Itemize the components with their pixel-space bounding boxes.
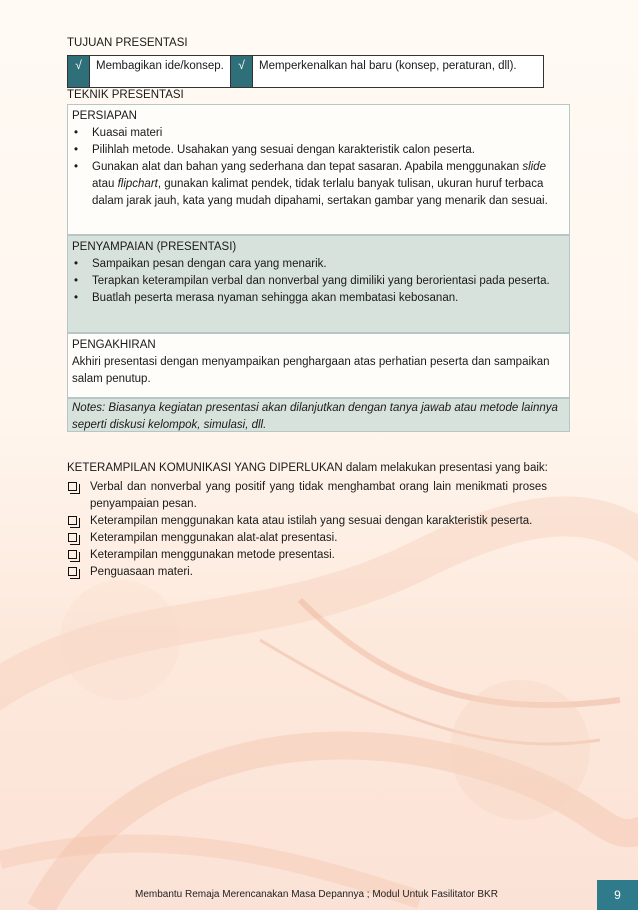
list-item-text: Verbal dan nonverbal yang positif yang tidak menghambat orang lain menikmati proses penyampaian pesan. [90,481,547,510]
persiapan-box [67,104,570,235]
checkbox-square-icon [68,516,77,525]
emphasis-text: flipchart [117,178,158,190]
list-item-text: Gunakan alat dan bahan yang sederhana dan tepat sasaran. Apabila menggunakan [92,161,523,173]
notes-text: Notes: Biasanya kegiatan presentasi akan dilanjutkan dengan tanya jawab atau metode lainnya seperti diskusi kelompok, simulasi, dll. [72,402,558,431]
list-item-text: Keterampilan menggunakan kata atau istilah yang sesuai dengan karakteristik peserta. [90,515,533,527]
emphasis-text: slide [522,161,546,173]
list-item [67,564,547,581]
penyampaian-box [67,235,570,333]
checkbox-square-icon [68,567,77,576]
list-item-text: Keterampilan menggunakan alat-alat presentasi. [90,532,338,544]
list-item-text: atau [92,178,118,190]
checkbox-square-icon [68,482,77,491]
persiapan-heading: PERSIAPAN [72,110,137,122]
list-item-text: Terapkan keterampilan verbal dan nonverbal yang dimiliki yang berorientasi pada peserta. [92,275,550,287]
list-item [72,256,565,273]
list-item [72,159,565,210]
pengakhiran-text: Akhiri presentasi dengan menyampaikan penghargaan atas perhatian peserta dan sampaikan salam penutup. [72,356,550,385]
penyampaian-list [72,256,565,307]
list-item-text: Pilihlah metode. Usahakan yang sesuai dengan karakteristik calon peserta. [92,144,475,156]
bullet-icon: • [74,161,79,173]
list-item [72,273,565,290]
teknik-title: TEKNIK PRESENTASI [67,89,184,101]
bullet-icon: • [74,258,79,270]
pengakhiran-box [67,333,570,398]
bullet-icon: • [74,275,79,287]
footer-text: Membantu Remaja Merencanakan Masa Depannya ; Modul Untuk Fasilitator BKR [135,889,498,900]
list-item [72,125,565,142]
keterampilan-list [67,479,547,581]
tujuan-option-1: Membagikan ide/konsep. [90,56,231,87]
list-item [67,547,547,564]
keterampilan-intro: KETERAMPILAN KOMUNIKASI YANG DIPERLUKAN dalam melakukan presentasi yang baik: [67,462,548,474]
pengakhiran-heading: PENGAKHIRAN [72,339,156,351]
list-item-text: Penguasaan materi. [90,566,193,578]
list-item [67,530,547,547]
notes-box [67,398,570,432]
persiapan-list [72,125,565,210]
bullet-icon: • [74,127,79,139]
list-item-text: , gunakan kalimat pendek, tidak terlalu banyak tulisan, ukuran huruf terbaca dalam jarak jauh, kata yang mudah dipahami, sertakan gambar yang menarik dan sesuai. [92,178,548,207]
list-item [67,479,547,513]
page-number: 9 [597,880,638,910]
checkbox-square-icon [68,550,77,559]
list-item-text: Buatlah peserta merasa nyaman sehingga akan membatasi kebosanan. [92,292,459,304]
bullet-icon: • [74,292,79,304]
tujuan-option-2: Memperkenalkan hal baru (konsep, peraturan, dll). [259,60,517,72]
bullet-icon: • [74,144,79,156]
list-item [72,290,565,307]
list-item-text: Kuasai materi [92,127,163,139]
checkbox-square-icon [68,533,77,542]
checkmark-icon: √ [231,56,253,87]
list-item-text: Sampaikan pesan dengan cara yang menarik. [92,258,327,270]
list-item [72,142,565,159]
penyampaian-heading: PENYAMPAIAN (PRESENTASI) [72,241,237,253]
list-item-text: Keterampilan menggunakan metode presentasi. [90,549,335,561]
list-item [67,513,547,530]
tujuan-title: TUJUAN PRESENTASI [67,37,188,49]
checkmark-icon: √ [68,56,90,87]
tujuan-table [67,55,544,88]
